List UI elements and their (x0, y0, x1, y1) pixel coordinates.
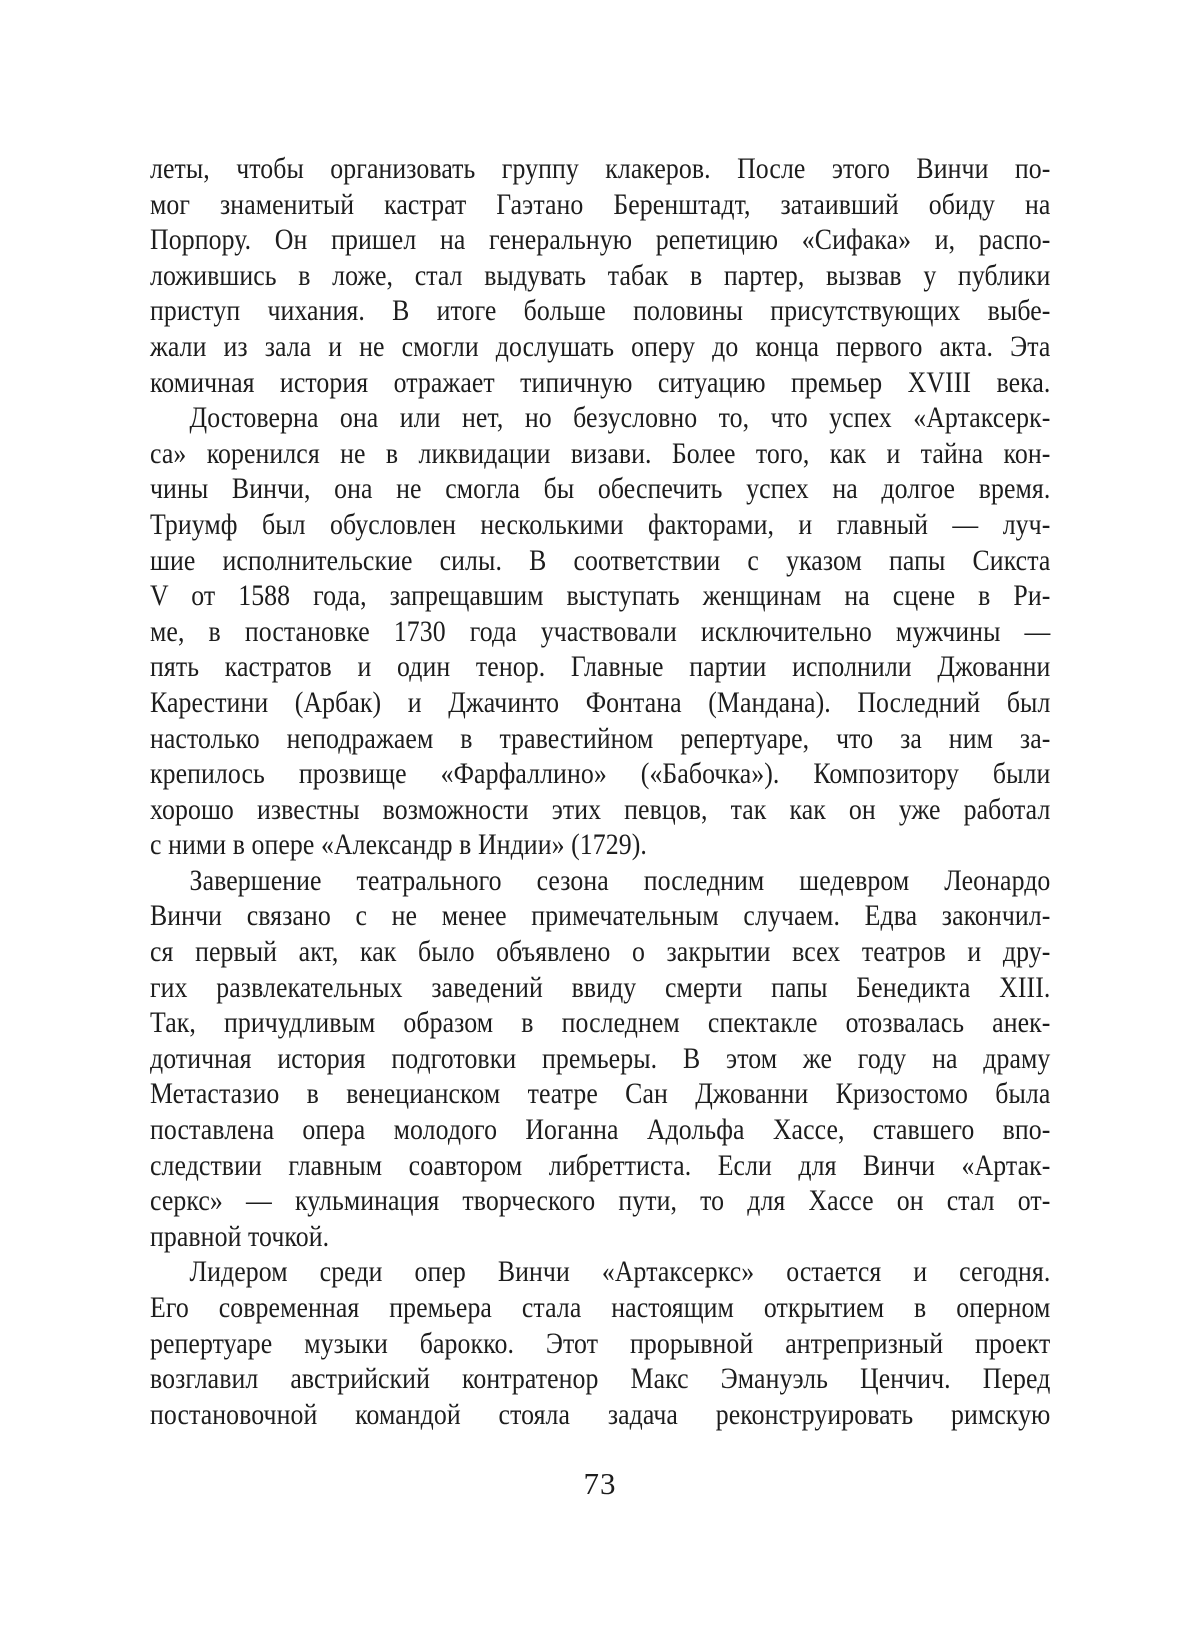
text-line: хорошо известны возможности этих певцов, так как он уже работал (150, 792, 1051, 826)
text-line: комичная история отражает типичную ситуацию премьер XVIII века. (150, 365, 1051, 399)
text-line: леты, чтобы организовать группу клакеров. После этого Винчи по- (150, 152, 1051, 185)
text-line: Карестини (Арбак) и Джачинто Фонтана (Мандана). Последний был (150, 685, 1051, 719)
page-number: 73 (583, 1466, 617, 1501)
text-line: приступ чихания. В итоге больше половины присутствующих выбе- (150, 294, 1051, 328)
text-line: правной точкой. (150, 1219, 330, 1253)
text-line: постановочной командой стояла задача реконструировать римскую (150, 1397, 1051, 1431)
paragraph (150, 1254, 1050, 1432)
text-line: Лидером среди опер Винчи «Артаксеркс» остается и сегодня. (189, 1255, 1051, 1289)
text-line: Его современная премьера стала настоящим открытием в оперном (150, 1291, 1051, 1324)
text-line: Винчи связано с не менее примечательным случаем. Едва закончил- (150, 899, 1051, 933)
text-line: Порпору. Он пришел на генеральную репетицию «Сифака» и, распо- (150, 223, 1051, 257)
text-line: крепилось прозвище «Фарфаллино» («Бабочка»). Композитору были (150, 757, 1051, 791)
text-line: Достоверна она или нет, но безусловно то, что успех «Артаксерк- (189, 401, 1051, 435)
text-line: чины Винчи, она не смогла бы обеспечить успех на долгое время. (150, 472, 1051, 506)
paragraph (150, 151, 1050, 400)
text-line: ме, в постановке 1730 года участвовали исключительно мужчины — (150, 614, 1051, 648)
text-line: следствии главным соавтором либреттиста. Если для Винчи «Артак- (150, 1148, 1051, 1182)
text-line: жали из зала и не смогли дослушать оперу до конца первого акта. Эта (150, 329, 1051, 363)
text-line: Так, причудливым образом в последнем спектакле отозвалась анек- (150, 1006, 1051, 1040)
text-line: ся первый акт, как было объявлено о закрытии всех театров и дру- (150, 935, 1051, 969)
text-line: гих развлекательных заведений ввиду смерти папы Бенедикта XIII. (150, 970, 1051, 1004)
text-line: мог знаменитый кастрат Гаэтано Беренштадт, затаивший обиду на (150, 187, 1051, 221)
text-line: поставлена опера молодого Иоганна Адольфа Хассе, ставшего впо- (150, 1113, 1051, 1147)
text-line: Завершение театрального сезона последним шедевром Леонардо (189, 863, 1051, 897)
paragraph (150, 863, 1050, 1255)
text-line: Триумф был обусловлен несколькими факторами, и главный — луч- (150, 507, 1051, 541)
text-line: репертуаре музыки барокко. Этот прорывной антрепризный проект (150, 1326, 1051, 1360)
text-line: са» коренился не в ликвидации визави. Более того, как и тайна кон- (150, 436, 1051, 470)
text-line: возглавил австрийский контратенор Макс Эмануэль Ценчич. Перед (150, 1362, 1051, 1396)
paragraph (150, 400, 1050, 863)
text-line: настолько неподражаем в травестийном репертуаре, что за ним за- (150, 721, 1051, 755)
text-line: ложившись в ложе, стал выдувать табак в партер, вызвав у публики (150, 258, 1051, 292)
text-line: серкс» — кульминация творческого пути, то для Хассе он стал от- (150, 1184, 1051, 1218)
text-line: шие исполнительские силы. В соответствии с указом папы Сикста (150, 543, 1051, 577)
text-line: с ними в опере «Александр в Индии» (1729). (150, 828, 647, 862)
text-line: пять кастратов и один тенор. Главные партии исполнили Джованни (150, 650, 1051, 684)
text-block (150, 151, 1050, 1432)
text-line: V от 1588 года, запрещавшим выступать женщинам на сцене в Ри- (150, 579, 1051, 613)
text-line: Метастазио в венецианском театре Сан Джованни Кризостомо была (150, 1077, 1051, 1111)
text-line: дотичная история подготовки премьеры. В этом же году на драму (150, 1041, 1051, 1075)
